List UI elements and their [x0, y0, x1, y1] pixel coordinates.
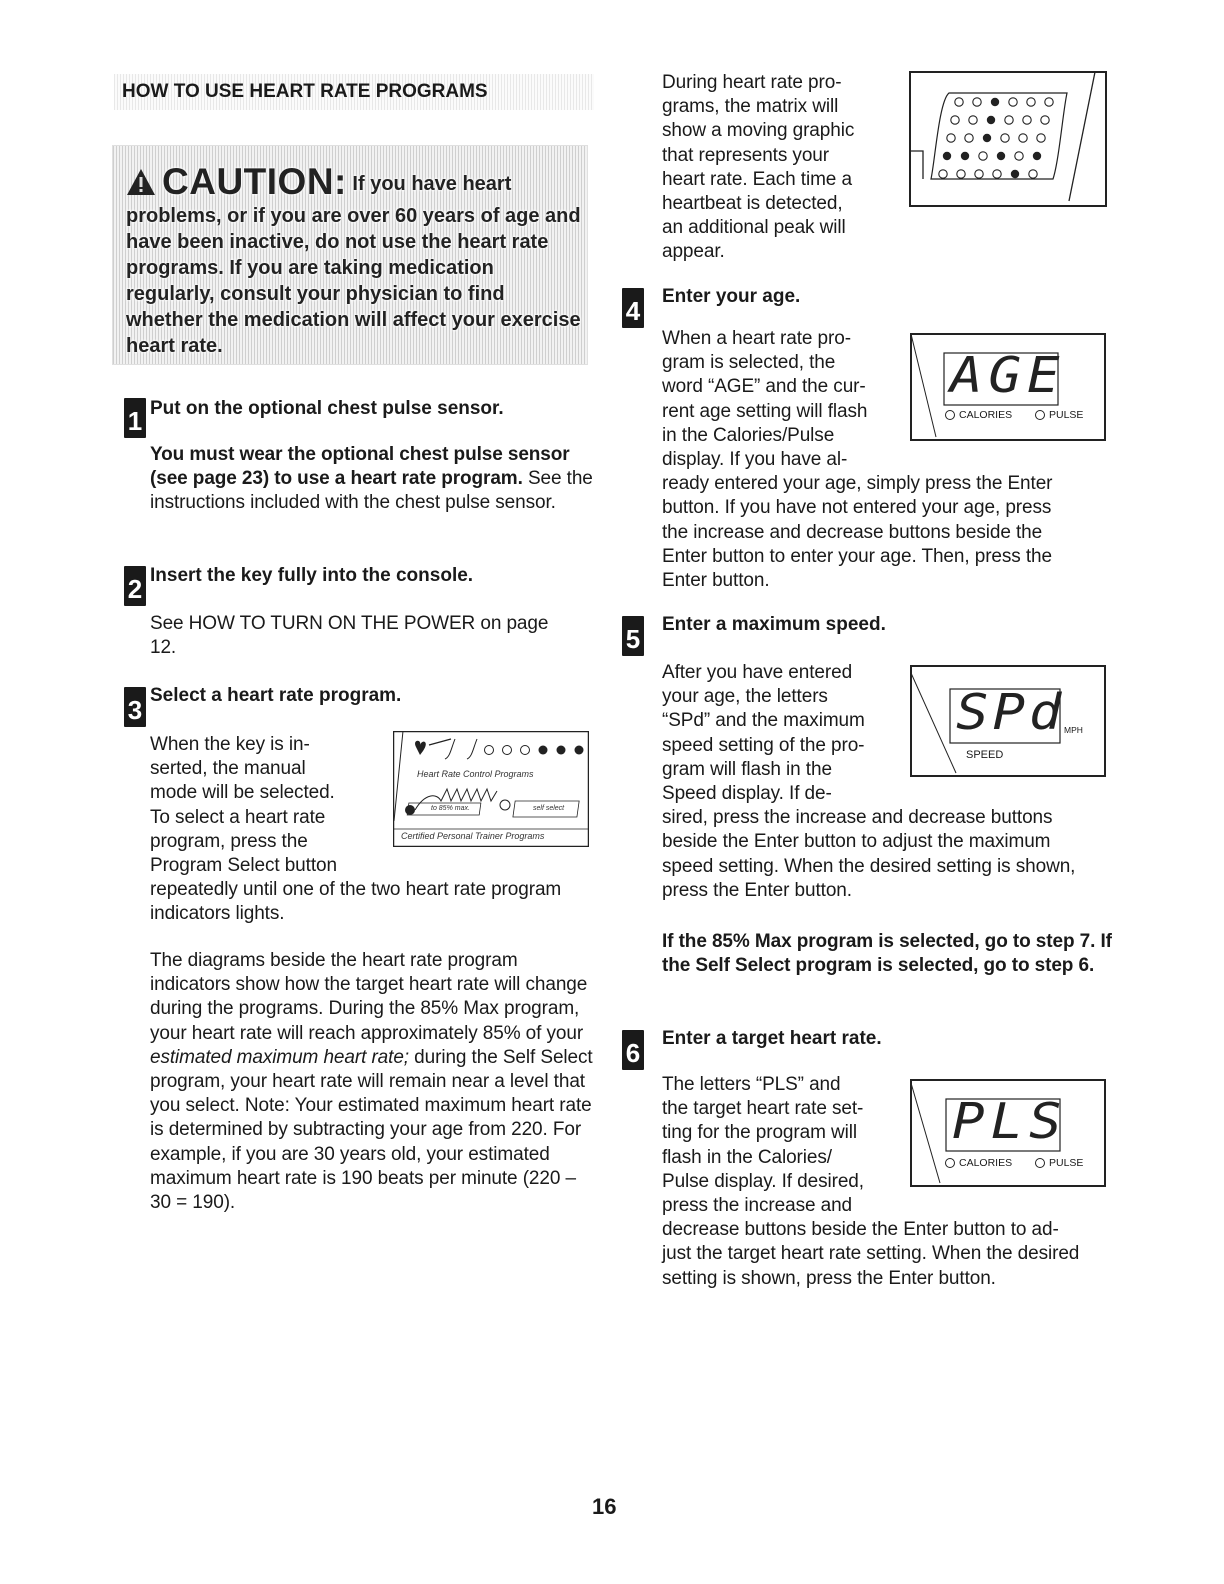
text-line: indicators lights.	[150, 903, 285, 925]
text-line: setting is shown, press the Enter button.	[662, 1267, 996, 1289]
step-5-title: Enter a maximum speed.	[662, 614, 886, 635]
text-line: repeatedly until one of the two heart rate program	[150, 879, 562, 901]
text-line: decrease buttons beside the Enter button to ad-	[662, 1219, 1059, 1241]
calories-label: CALORIES	[959, 409, 1013, 421]
text-line: Enter button to enter your age. Then, press the	[662, 545, 1052, 567]
text-line: press the increase and	[662, 1195, 853, 1217]
text-line: appear.	[662, 241, 725, 263]
text-line: mode will be selected.	[150, 782, 335, 804]
age-readout: AGE	[950, 347, 1066, 404]
text-line: “SPd” and the maximum	[662, 710, 865, 732]
step-badge-4: 4	[622, 288, 644, 328]
pulse-display-figure	[910, 1079, 1106, 1187]
section-title: HOW TO USE HEART RATE PROGRAMS	[114, 74, 594, 110]
text-line: that represents your	[662, 144, 829, 166]
text-line: in the Calories/Pulse	[662, 424, 835, 446]
text-line: grams, the matrix will	[662, 96, 839, 118]
text-line: the increase and decrease buttons beside the	[662, 521, 1043, 543]
step-badge-5: 5	[622, 616, 644, 656]
text-line: display. If you have al-	[662, 449, 848, 471]
step-badge-6: 6	[622, 1030, 644, 1070]
text-line: your age, the letters	[662, 686, 828, 708]
step-2-title: Insert the key fully into the console.	[150, 565, 474, 586]
caution-heading: CAUTION:	[162, 161, 347, 202]
text-line: The letters “PLS” and	[662, 1074, 841, 1095]
program-note: If the 85% Max program is selected, go to step 7. If the Self Select program is selected, go to step 6.	[662, 931, 1112, 977]
text-line: speed setting of the pro-	[662, 734, 865, 756]
text-line: speed setting. When the desired setting is shown,	[662, 855, 1076, 877]
text-line: just the target heart rate setting. When the desired	[662, 1243, 1080, 1265]
step-2-text: See HOW TO TURN ON THE POWER on page 12.	[150, 613, 549, 659]
text-line: serted, the manual	[150, 758, 306, 780]
text-line: the target heart rate set-	[662, 1098, 864, 1120]
text-line: Program Select button	[150, 855, 337, 877]
emphasis-text: estimated maximum heart rate;	[150, 1046, 409, 1068]
figure-label-85: to 85% max.	[431, 805, 470, 812]
step-1-bold-text: You must wear the optional chest pulse sensor (see page 23) to use a heart rate program.	[150, 444, 570, 490]
figure-label-top: Heart Rate Control Programs	[417, 769, 534, 779]
step-1-body	[150, 443, 596, 516]
text-line: gram is selected, the	[662, 352, 836, 374]
caution-text	[126, 161, 584, 359]
text-line: program, press the	[150, 830, 308, 852]
text-line: an additional peak will	[662, 217, 846, 239]
step-3-title: Select a heart rate program.	[150, 685, 402, 706]
pls-readout: PLS	[952, 1093, 1068, 1150]
page-number: 16	[592, 1494, 617, 1519]
calories-label: CALORIES	[959, 1157, 1013, 1169]
text-line: word “AGE” and the cur-	[662, 376, 866, 398]
text-line: To select a heart rate	[150, 806, 326, 828]
program-selector-figure	[393, 731, 589, 847]
text-line: heart rate. Each time a	[662, 168, 852, 190]
pulse-label: PULSE	[1049, 409, 1084, 421]
heart-icon	[415, 741, 426, 755]
step-badge-2: 2	[124, 566, 146, 606]
speed-readout: SPd	[956, 684, 1066, 741]
led-dot-icon	[405, 805, 415, 815]
age-display-figure	[910, 333, 1106, 441]
figure-label-bottom: Certified Personal Trainer Programs	[401, 831, 545, 841]
text-line: rent age setting will flash	[662, 400, 868, 422]
caution-body: If you have heart problems, or if you are over 60 years of age and have been inactive, do not use the heart rate programs. If you are taking medication regularly, consult your physician to find whether the medication will affect your exercise heart rate.	[126, 173, 581, 357]
mph-label: MPH	[1064, 725, 1083, 735]
text-line: flash in the Calories/	[662, 1146, 832, 1168]
paragraph-part: during the Self Select program, your heart rate will remain near a level that you select. Note: Your estimated maximum heart rate is determined by subtracting your age from 220. For example, if you are 30 years old, your estimated maximum heart rate is 190 beats per minute (220 – 30 = 190).	[150, 1046, 593, 1214]
text-line: ready entered your age, simply press the Enter	[662, 473, 1053, 495]
text-line: Pulse display. If desired,	[662, 1170, 864, 1192]
text-line: ting for the program will	[662, 1122, 857, 1144]
text-line: heartbeat is detected,	[662, 193, 843, 215]
text-line: During heart rate pro-	[662, 72, 842, 93]
pulse-label: PULSE	[1049, 1157, 1084, 1169]
figure-label-self: self select	[533, 805, 565, 812]
text-line: After you have entered	[662, 662, 853, 683]
speed-label: SPEED	[966, 749, 1004, 761]
step-1-title: Put on the optional chest pulse sensor.	[150, 398, 504, 419]
step-badge-3: 3	[124, 687, 146, 727]
step-1-text: See the instructions included with the chest pulse sensor.	[150, 468, 593, 514]
warning-triangle-icon	[126, 168, 156, 203]
step-badge-1: 1	[124, 398, 146, 438]
text-line: sired, press the increase and decrease buttons	[662, 807, 1053, 829]
step-3-diagram-text	[150, 949, 598, 1215]
matrix-display-figure	[909, 71, 1107, 207]
text-line: button. If you have not entered your age, press	[662, 497, 1052, 519]
step-4-title: Enter your age.	[662, 286, 801, 307]
text-line: show a moving graphic	[662, 120, 855, 142]
text-line: When a heart rate pro-	[662, 328, 851, 349]
step-6-title: Enter a target heart rate.	[662, 1028, 882, 1049]
matrix-intro-text	[662, 71, 902, 265]
text-line: press the Enter button.	[662, 879, 852, 901]
text-line: gram will flash in the	[662, 758, 832, 780]
text-line: beside the Enter button to adjust the maximum	[662, 831, 1051, 853]
text-line: Speed display. If de-	[662, 783, 832, 805]
speed-display-figure	[910, 665, 1106, 777]
paragraph-part: The diagrams beside the heart rate program indicators show how the target heart rate will change during the programs. During the 85% Max program, your heart rate will reach approximately 85% of your	[150, 950, 588, 1044]
text-line: When the key is in-	[150, 734, 310, 755]
text-line: Enter button.	[662, 570, 770, 592]
